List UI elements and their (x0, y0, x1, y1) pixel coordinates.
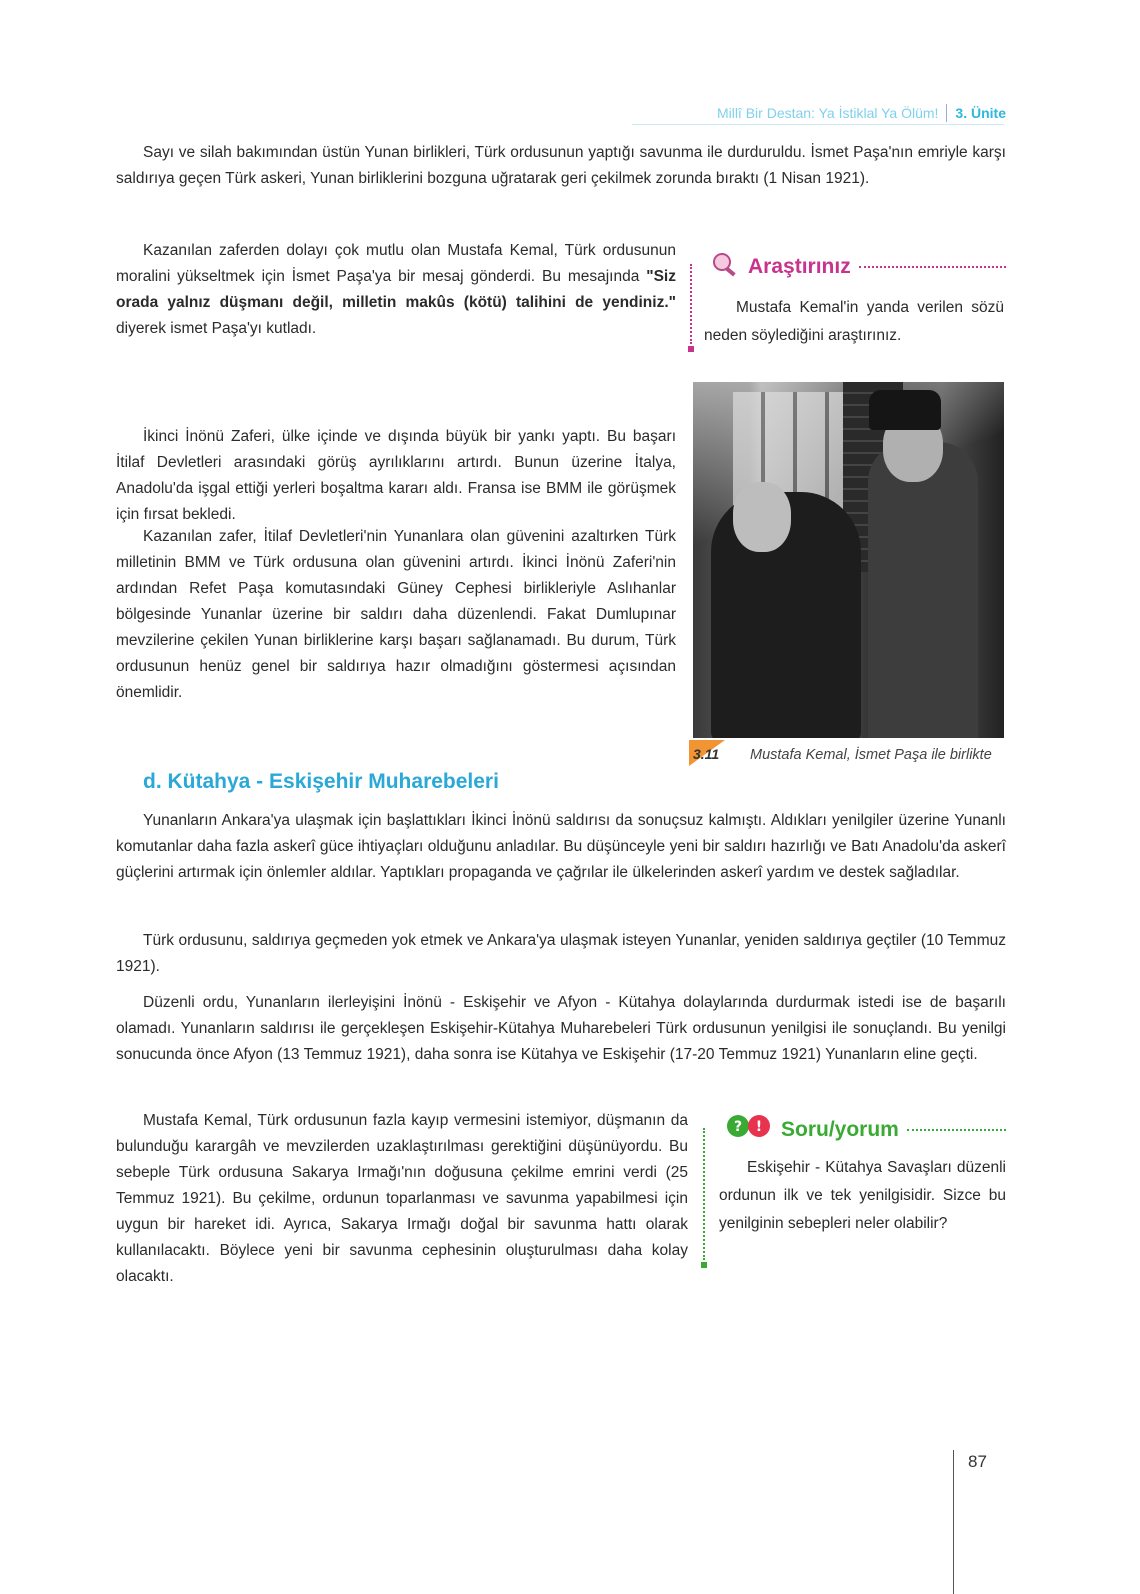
paragraph-7: Düzenli ordu, Yunanların ilerleyişini İnönü - Eskişehir ve Afyon - Kütahya dolaylarında durdurmak istedi ise de başarılı olamadı. Yunanların saldırısı ile gerçekleşen Eskişehir-Kütahya Muharebeleri Türk ordusunun yenilgisi ile sonuçlandı. Bu yenilgi sonucunda önce Afyon (13 Temmuz 1921), daha sonra ise Kütahya ve Eskişehir (17-20 Temmuz 1921) Yunanların eline geçti. (116, 994, 1006, 1063)
paragraph-2-tail: diyerek ismet Paşa'yı kutladı. (116, 320, 317, 337)
paragraph-2-text: Kazanılan zaferden dolayı çok mutlu olan Mustafa Kemal, Türk ordusunun moralini yükseltmek için İsmet Paşa'ya bir mesaj gönderdi. Bu mesajında (116, 242, 676, 285)
research-title-row (690, 250, 1006, 284)
research-end-marker (688, 346, 694, 352)
research-box (690, 250, 1006, 350)
quote-bold: "Siz orada yalnız düşmanı değil, milletin makûs (kötü) talihini de yendiniz." (116, 268, 676, 311)
question-text: Eskişehir - Kütahya Savaşları düzenli ordunun ilk ve tek yenilgisidir. Sizce bu yenilginin sebepleri neler olabilir? (719, 1159, 1006, 1232)
figure-number: 3.11 (693, 746, 720, 762)
paragraph-3: İkinci İnönü Zaferi, ülke içinde ve dışında büyük bir yankı yaptı. Bu başarı İtilaf Devletleri arasındaki görüş ayrılıklarını artırdı. Bunun üzerine İtalya, Anadolu'da işgal ettiği yerleri boşaltma kararı aldı. Fransa ise BMM ile görüşmek için fırsat bekledi. (116, 428, 676, 523)
section-heading: d. Kütahya - Eskişehir Muharebeleri (143, 770, 499, 793)
paragraph-2 (116, 238, 676, 342)
research-text: Mustafa Kemal'in yanda verilen sözü neden söylediğini araştırınız. (704, 299, 1004, 344)
question-title-row (703, 1114, 1006, 1146)
paragraph-6: Türk ordusunu, saldırıya geçmeden yok etmek ve Ankara'ya ulaşmak isteyen Yunanlar, yeniden saldırıya geçtiler (10 Temmuz 1921). (116, 932, 1006, 975)
photo-kalpak (869, 390, 941, 430)
research-vertical-dots (690, 264, 692, 344)
research-title: Araştırınız (748, 255, 851, 278)
speech-bubble-icon (725, 1114, 773, 1146)
paragraph-1: Sayı ve silah bakımından üstün Yunan birlikleri, Türk ordusunun yaptığı savunma ile durduruldu. İsmet Paşa'nın emriyle karşı saldırıya geçen Türk askeri, Yunan birliklerini bozguna uğratarak geri çekilmek zorunda bıraktı (1 Nisan 1921). (116, 144, 1006, 187)
photo-seated-head (733, 482, 791, 552)
paragraph-5: Yunanların Ankara'ya ulaşmak için başlattıkları İkinci İnönü saldırısı da sonuçsuz kalmıştı. Aldıkları yenilgiler üzerine Yunanlı komutanlar daha fazla askerî güce ihtiyaçları olduğunu anladılar. Bu düşünceyle yeni bir saldırı hazırlığı ve Batı Anadolu'da askerî güçlerini artırmak için önlemler aldılar. Yaptıkları propaganda ve çağrılar ile ülkelerinden askerî yardım ve destek sağladılar. (116, 812, 1006, 881)
magnifier-icon (710, 250, 740, 284)
header-rule (632, 124, 1004, 125)
research-title-dots (859, 266, 1006, 268)
historical-photo (693, 382, 1004, 738)
book-title: Millî Bir Destan: Ya İstiklal Ya Ölüm! (716, 105, 939, 121)
question-end-marker (701, 1262, 707, 1268)
question-box (703, 1114, 1006, 1238)
question-vertical-dots (703, 1128, 705, 1260)
page-number-rule (953, 1450, 954, 1594)
photo-standing-figure (868, 442, 978, 738)
figure-caption: Mustafa Kemal, İsmet Paşa ile birlikte (750, 747, 992, 763)
unit-label: 3. Ünite (955, 105, 1006, 121)
paragraph-8: Mustafa Kemal, Türk ordusunun fazla kayıp vermesini istemiyor, düşmanın da bulunduğu karargâh ve mevzilerden uzaklaştırılması gerektiğini düşünüyordu. Bu sebeple Türk ordusuna Sakarya Irmağı'nın doğusuna çekilme emrini verdi (25 Temmuz 1921). Bu çekilme, ordunun toparlanması ve savunma yapabilmesi için uygun bir hareket idi. Ayrıca, Sakarya Irmağı doğal bir savunma hattı olarak kullanılacaktı. Böylece yeni bir savunma cephesinin oluşturulması daha kolay olacaktı. (116, 1112, 688, 1285)
paragraph-4: Kazanılan zafer, İtilaf Devletleri'nin Yunanlara olan güvenini azaltırken Türk milletinin BMM ve Türk ordusuna olan güvenini artırdı. İkinci İnönü Zaferi'nin ardından Refet Paşa komutasındaki Güney Cephesi birlikleriyle Aslıhanlar bölgesinde Yunanlar üzerine bir saldırı daha düzenlendi. Fakat Dumlupınar mevzilerine çekilen Yunan birliklerine karşı başarı sağlanamadı. Bu durum, Türk ordusunun henüz genel bir saldırıya hazır olmadığını göstermesi açısından önemlidir. (116, 528, 676, 701)
svg-text:?: ? (733, 1119, 743, 1135)
header-divider (946, 104, 947, 122)
page-number: 87 (968, 1452, 987, 1471)
question-title-dots (907, 1129, 1006, 1131)
svg-text:!: ! (755, 1119, 763, 1135)
running-header (717, 104, 1006, 121)
question-title: Soru/yorum (781, 1118, 899, 1141)
